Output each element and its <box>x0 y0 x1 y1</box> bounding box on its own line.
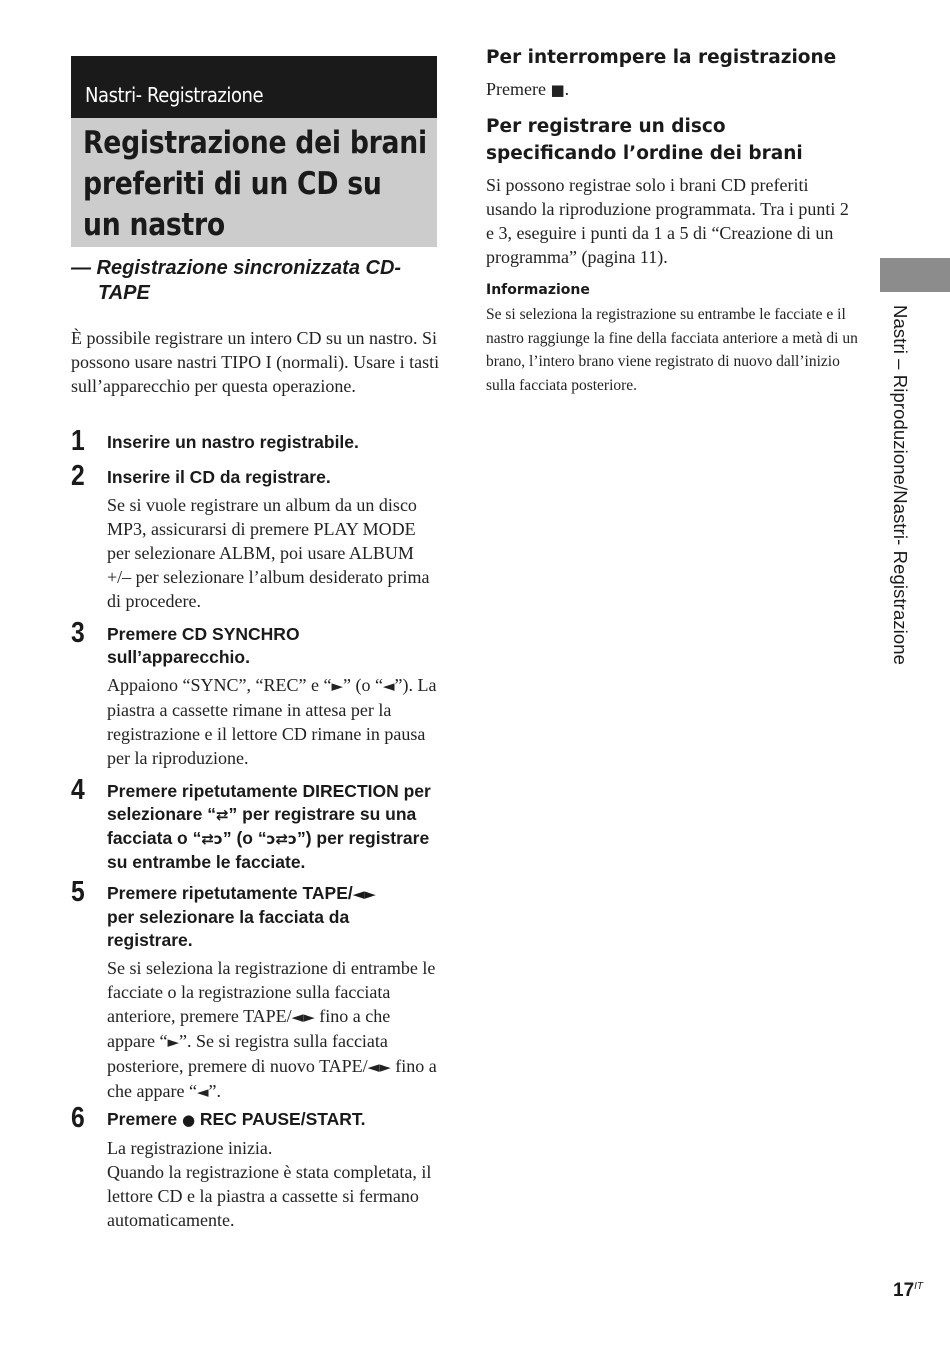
subtitle-line-2: TAPE <box>98 282 150 304</box>
step-heading-line-2: sull’apparecchio. <box>107 647 250 667</box>
step-heading-text: ” (o “ <box>222 828 267 848</box>
order-heading <box>486 113 866 167</box>
step-heading-line-1: Premere CD SYNCHRO <box>107 624 300 644</box>
step-heading <box>107 882 427 952</box>
page-number-suffix: IT <box>914 1281 924 1292</box>
step-body <box>107 956 442 1104</box>
step-number: 1 <box>71 425 85 457</box>
page-title: Registrazione dei brani preferiti di un CD su un nastro <box>83 125 427 243</box>
play-reverse-icon: ◄ <box>196 1083 209 1101</box>
step-heading <box>107 623 446 669</box>
step-text: fino a che appare “ <box>107 1056 437 1101</box>
step-heading: Inserire un nastro registrabile. <box>107 432 359 452</box>
stop-recording-text <box>486 77 861 102</box>
step-number: 3 <box>71 617 85 649</box>
direction-both-sides-icon: ⇄ↄ <box>201 830 223 848</box>
chapter-side-label-text: Nastri – Riproduzione/Nastri- Registrazione <box>890 305 911 666</box>
step-heading <box>107 780 447 874</box>
step-heading-text: Premere <box>107 1109 178 1129</box>
page-number <box>893 1280 923 1302</box>
step-body: Se si vuole registrare un album da un disco MP3, assicurarsi di premere PLAY MODE per selezionare ALBM, poi usare ALBUM +/– per selezionare l’album desiderato prima di procedere. <box>107 495 430 611</box>
subtitle <box>71 256 437 306</box>
step-text: ” (o “ <box>343 675 383 695</box>
tape-direction-icon: ◄► <box>367 1058 391 1076</box>
step-text: fino a che appare “ <box>107 1006 391 1051</box>
step-heading: Inserire il CD da registrare. <box>107 467 331 487</box>
step-text: ”). La piastra a cassette rimane in attesa per la registrazione e il lettore CD rimane in pausa per la riproduzione. <box>107 675 437 768</box>
step-text: La registrazione inizia. <box>107 1138 273 1158</box>
play-reverse-icon: ◄ <box>382 677 395 695</box>
step-2 <box>71 460 446 613</box>
step-body <box>107 673 442 770</box>
step-text: ”. <box>208 1081 221 1101</box>
play-forward-icon: ► <box>331 677 343 695</box>
order-heading-line-1: Per registrare un disco <box>486 116 726 137</box>
chapter-tab-marker <box>880 258 950 292</box>
subtitle-line-1: — Registrazione sincronizzata CD- <box>71 257 402 279</box>
intro-paragraph: È possibile registrare un intero CD su un nastro. Si possono usare nastri TIPO I (normali). Usare i tasti sull’apparecchio per questa operazione. <box>71 328 440 396</box>
tape-direction-icon: ◄► <box>291 1008 315 1026</box>
order-text: Si possono registrae solo i brani CD preferiti usando la riproduzione programmata. Tra i punti 2 e 3, eseguire i punti da 1 a 5 di “Creazione di un programma” (pagina 11). <box>486 175 849 267</box>
step-3 <box>71 617 446 770</box>
step-heading-text: ”) per registrare su entrambe le facciate. <box>107 828 430 872</box>
stop-recording-heading: Per interrompere la registrazione <box>486 47 837 68</box>
info-text: Se si seleziona la registrazione su entrambe le facciate e il nastro raggiunge la fine della facciata anteriore a metà di un brano, l’intero brano viene registrato di nuovo dall’inizio sulla facciata posteriore. <box>486 306 858 394</box>
play-forward-icon: ► <box>167 1033 179 1051</box>
step-heading <box>107 1108 446 1132</box>
info-heading: Informazione <box>486 282 590 298</box>
step-4 <box>71 774 446 874</box>
step-text: Appaiono “SYNC”, “REC” e “ <box>107 675 332 695</box>
step-heading-text: Premere ripetutamente DIRECTION per selezionare “ <box>107 781 431 824</box>
step-number: 6 <box>71 1102 85 1134</box>
step-number: 4 <box>71 774 85 806</box>
chapter-side-label <box>889 305 919 735</box>
title-box <box>71 118 437 247</box>
stop-icon: ■ <box>550 81 565 99</box>
direction-one-side-icon: ⇄ <box>215 806 229 824</box>
step-1 <box>71 425 446 457</box>
step-heading-text: Premere ripetutamente TAPE/ <box>107 883 353 903</box>
section-header-bar <box>71 56 437 118</box>
step-5 <box>71 876 446 1104</box>
stop-text-end: . <box>564 79 570 99</box>
step-number: 5 <box>71 876 85 908</box>
step-heading-text: ” per registrare su una facciata o “ <box>107 804 417 848</box>
step-body <box>107 1136 442 1232</box>
page-number-value: 17 <box>893 1280 915 1301</box>
step-number: 2 <box>71 460 85 492</box>
tape-direction-icon: ◄► <box>352 885 376 903</box>
step-text: Se si seleziona la registrazione di entrambe le facciate o la registrazione sulla facciata anteriore, premere TAPE/ <box>107 958 436 1026</box>
record-icon: ● <box>181 1111 196 1129</box>
section-title: Nastri- Registrazione <box>85 83 264 107</box>
stop-text: Premere <box>486 79 546 99</box>
step-text: Quando la registrazione è stata completata, il lettore CD e la piastra a cassette si fermano automaticamente. <box>107 1162 432 1230</box>
order-heading-line-2: specificando l’ordine dei brani <box>486 143 803 164</box>
step-text: ”. Se si registra sulla facciata posteriore, premere di nuovo TAPE/ <box>107 1031 388 1076</box>
step-heading-text: REC PAUSE/START. <box>199 1109 366 1129</box>
step-heading-text: per selezionare la facciata da registrare. <box>107 907 350 950</box>
direction-relay-icon: ↄ⇄ↄ <box>266 830 297 848</box>
step-6 <box>71 1102 446 1232</box>
